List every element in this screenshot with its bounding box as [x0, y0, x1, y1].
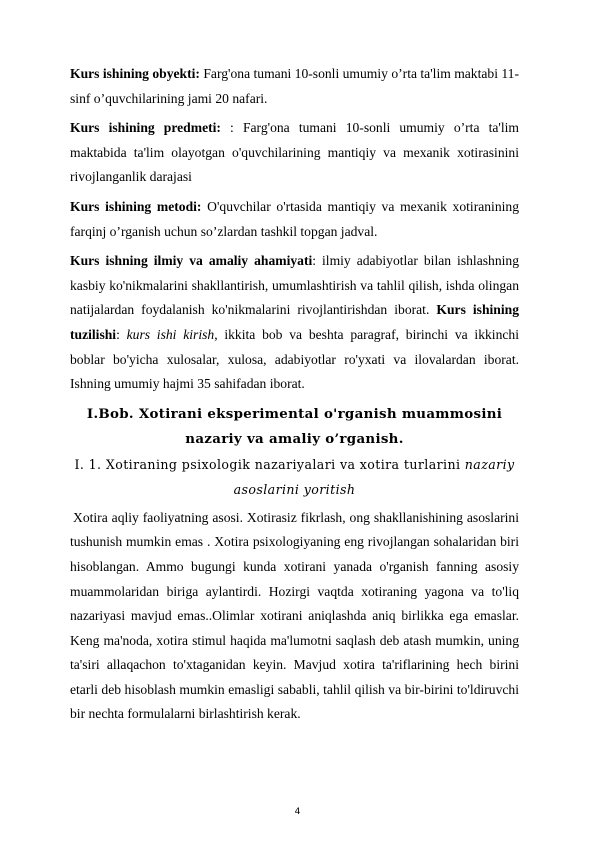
chapter-title: I.Bob. Xotirani eksperimental o'rganish muammosini nazariy va amaliy o’rganish. — [86, 405, 503, 447]
label-predmet: Kurs ishining predmeti: — [70, 120, 221, 136]
text-metod: O'quvchilar o'rtasida mantiqiy va mexanik xotiranining farqinj o’rganish uchun so’zlardan tashkil topgan jadval. — [70, 198, 519, 239]
italic-tuzilish: kurs ishi kirish — [126, 326, 215, 342]
label-obyekt: Kurs ishining obyekti: — [70, 66, 200, 81]
text-predmet: : Farg'ona tumani 10-sonli umumiy o’rta ta'lim maktabida ta'lim olayotgan o'quvchilarining mantiqiy va mexanik xotirasinini rivojlanganlik darajasi — [70, 120, 519, 185]
body-section — [70, 506, 519, 727]
colon-tuzilish: : — [116, 326, 127, 342]
label-tuzilish: Kurs ishining tuzilishi — [70, 302, 519, 342]
section-title-italic: nazariy asoslarini yoritish — [233, 456, 515, 497]
paragraph-predmet — [70, 116, 519, 190]
section-title — [70, 452, 519, 502]
paragraph-obyekt — [70, 62, 519, 111]
document-page — [70, 62, 519, 727]
label-metod: Kurs ishining metodi: — [70, 198, 202, 214]
text-obyekt: Farg'ona tumani 10-sonli umumiy o’rta ta'lim maktabi 11- sinf o’quvchilarining jami 20 nafari. — [70, 66, 520, 106]
section-title-plain: I. 1. Xotiraning psixologik nazariyalari va xotira turlarini — [74, 456, 465, 472]
page-number: 4 — [294, 807, 301, 817]
body-paragraph: Xotira aqliy faoliyatning asosi. Xotirasiz fikrlash, ong shakllanishining asoslarini tushunish mumkin emas . Xotira psixologiyaning eng rivojlangan sohalaridan biri hisoblangan. Ammo bugungi kunda xotirani yanada o'rganish fanning asosiy muammolaridan biriga aylantirdi. Hozirgi vaqtda xotiraning yagona va to'liq nazariyasi mavjud emas..Olimlar xotirani aniqlashda aniq birlikka ega emaslar. Keng ma'noda, xotira stimul haqida ma'lumotni saqlash deb atash mumkin, uning ta'siri allaqachon to'xtaganidan keyin. Mavjud xotira ta'riflarining hech birini etarli deb hisoblash mumkin emasligi sababli, tahlil qilish va bir-birini to'ldiruvchi bir nechta formulalarni birlashtirish kerak. — [70, 509, 519, 722]
paragraph-ahamiyat — [70, 249, 519, 397]
paragraph-metod — [70, 195, 519, 244]
label-ahamiyat: Kurs ishning ilmiy va amaliy ahamiyati — [70, 253, 313, 269]
text-tuzilish: , ikkita bob va beshta paragraf, birinchi va ikkinchi boblar bo'yicha xulosalar, xulosa, adabiyotlar ro'yxati va ilovalardan iborat. Ishning umumiy hajmi 35 sahifadan iborat. — [70, 326, 519, 392]
text-ahamiyat: : ilmiy adabiyotlar bilan ishlashning kasbiy ko'nikmalarini shakllantirish, umumlashtirish va tahlil qilish, ishda olingan natijalardan foydalanish ko'nikmalarini rivojlantirishdan iborat. — [70, 253, 519, 318]
